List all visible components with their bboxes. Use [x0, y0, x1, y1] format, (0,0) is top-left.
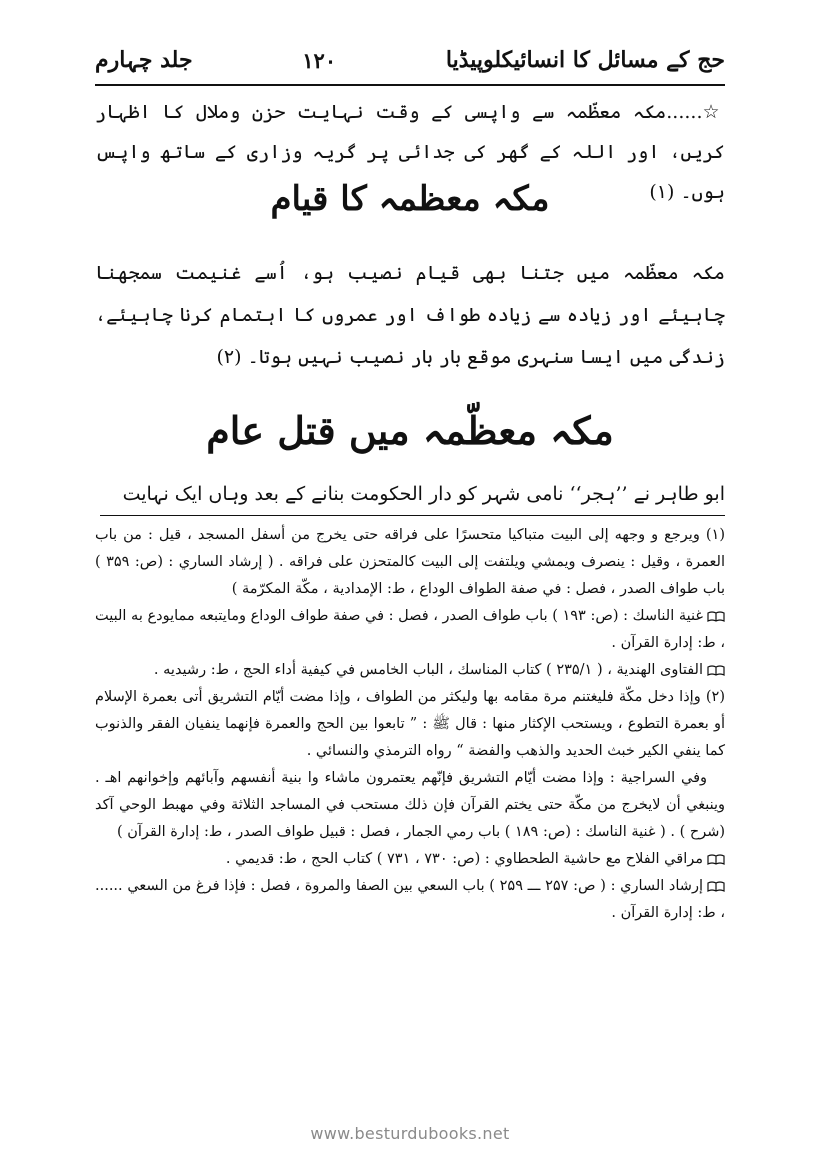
star-icon: ☆ [702, 101, 725, 123]
book-icon [707, 665, 725, 676]
intro-text: ......مکہ معظّمہ سے واپسی کے وقت نہایت حزن وملال کا اظہار کریں، اور اللہ کے گھر کی جدائی پر گریہ وزاری کے ساتھ واپس ہوں۔ (۱) [95, 101, 725, 203]
section-paragraph-stay: مکہ معظّمہ میں جتنا بھی قیام نصیب ہو، اُسے غنیمت سمجھنا چاہیئے اور زیادہ سے زیادہ طواف اور عمروں کا اہتمام کرنا چاہیئے، زندگی میں ایسا سنہری موقع بار بار نصیب نہیں ہوتا۔ (۲) [95, 262, 725, 368]
header-rule [95, 84, 725, 86]
book-icon [707, 881, 725, 892]
footnote-ref: إرشاد الساري : ( ص: ۲۵۷ ـــ ۲۵۹ ) باب السعي بين الصفا والمروة ، فصل : فإذا فرغ من السعي ...... ، ط: إدارة القرآن . [95, 878, 725, 921]
section-paragraph-massacre: ابو طاہر نے ’’ہجر‘‘ نامی شہر کو دار الحکومت بنانے کے بعد وہاں ایک نہایت [122, 483, 725, 505]
page-header [95, 40, 725, 80]
website-footer: www.besturdubooks.net [310, 1124, 510, 1143]
section-heading-massacre: مکہ معظّمہ میں قتل عام [206, 408, 614, 453]
section-heading-stay: مکہ معظمہ کا قیام [270, 179, 550, 219]
footnote-1: (۱) ویرجع و وجهه إلى البيت متباكيا متحسرًا على فراقه حتى يخرج من أسفل المسجد ، قيل : من باب العمرة ، وقيل : ينصرف ويمشي ويلتفت إلى البيت كالمتحزن على فراقه . ( إرشاد الساري : (ص: ۳۵۹ ) باب طواف الصدر ، فصل : في صفة الطواف الوداع ، ط: الإمدادية ، مكّة المكرّمة ) [95, 527, 725, 597]
footnote-ref: غنية الناسك : (ص: ۱۹۳ ) باب طواف الصدر ، فصل : في صفة طواف الوداع ومايتبعه ممايودع به البيت ، ط: إدارة القرآن . [95, 608, 725, 651]
book-icon [707, 854, 725, 865]
footnote-rule [100, 515, 725, 516]
volume-label: جلد چہارم [95, 47, 193, 73]
book-title: حج کے مسائل کا انسائیکلوپیڈیا [445, 47, 725, 73]
footnote-ref: مراقي الفلاح مع حاشية الطحطاوي : (ص: ۷۳۰ ، ۷۳۱ ) كتاب الحج ، ط: قديمي . [95, 846, 725, 873]
footnote-2: (۲) وإذا دخل مكّة فليغتنم مرة مقامه بها وليكثر من الطواف ، وإذا مضت أيّام التشريق أتى بعمرة الإسلام أو بعمرة التطوع ، ويستحب الإكثار منها : قال ﷺ : ” تابعوا بين الحج والعمرة فإنهما ينفيان الفقر والذنوب كما ينفي الكير خبث الحديد والذهب والفضة “ رواه الترمذي والنسائي . [95, 689, 725, 759]
footnote-ref: الفتاوى الهندية ، ( ۲۳۵/۱ ) كتاب المناسك ، الباب الخامس في كيفية أداء الحج ، ط: رشيديه . [95, 657, 725, 684]
book-icon [707, 611, 725, 622]
page-number: ۱۲۰ [302, 47, 337, 73]
footnote-2-continued: وفي السراجية : وإذا مضت أيّام التشريق فإنّهم يعتمرون ماشاء وا بنية أنفسهم وآبائهم وإخوانهم اهـ . وينبغي أن لايخرج من مكّة حتى يختم القرآن فإن ذلك مستحب في المساجد الثلاثة وفي مهبط الوحي آكد (شرح ) . ( غنية الناسك : (ص: ۱۸۹ ) باب رمي الجمار ، فصل : قبيل طواف الصدر ، ط: إدارة القرآن ) [95, 770, 725, 840]
footnotes [95, 522, 725, 927]
